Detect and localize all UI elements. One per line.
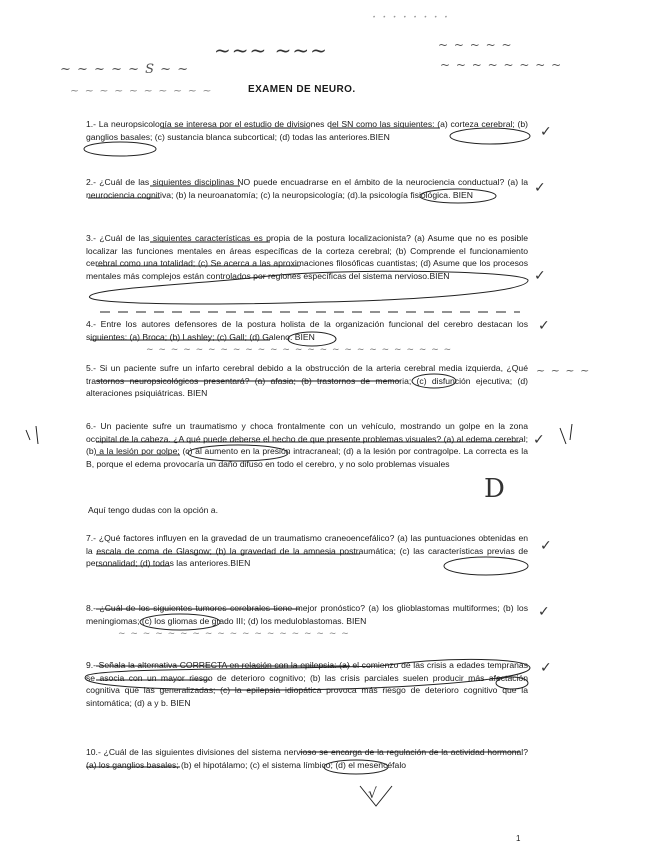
- question-6: 6.- Un paciente sufre un traumatismo y choca frontalmente con un vehículo, mostrando un golpe en la zona occipital de la cabeza. ¿A qué puede deberse el hecho de que presente problemas visuales? (a) al edema cerebral; (b) a la lesión por golpe; (c) al aumento en la presión intracraneal; (d) a la lesión por contragolpe. La correcta es la B, porque el edema provocaría un daño difuso en todo el cerebro, y no solo problemas visuales: [86, 421, 528, 469]
- handwritten-header-mid: ~~~ ~~~: [214, 38, 328, 62]
- handwritten-note-8: ~ ~ ~ ~ ~ ~ ~ ~ ~ ~ ~ ~ ~ ~ ~ ~ ~ ~ ~: [118, 629, 350, 639]
- question-10: 10.- ¿Cuál de las siguientes divisiones del sistema nervioso se encarga de la regulación de la actividad hormonal? (a) los ganglios basales; (b) el hipotálamo; (c) el sistema límbico; (d) el mesencéfalo: [86, 747, 528, 770]
- check-mark-3: ✓: [534, 268, 546, 284]
- page-title: EXAMEN DE NEURO.: [248, 84, 356, 95]
- question-7: 7.- ¿Qué factores influyen en la gravedad de un traumatismo craneoencefálico? (a) las puntuaciones obtenidas en la escala de coma de Glasgow; (b) la gravedad de la amnesia postraumática; (c) las características previas de personalidad; (d) todas las anteriores.BIEN: [86, 533, 528, 569]
- check-mark-9: ✓: [540, 660, 552, 676]
- grade-letter-d: D: [484, 474, 505, 504]
- handwritten-header-right-2: ~ ~ ~ ~ ~ ~ ~ ~: [440, 58, 563, 72]
- handwritten-note-4: ~ ~ ~ ~ ~ ~ ~ ~ ~ ~ ~ ~ ~ ~ ~ ~ ~ ~ ~ ~ ~ ~ ~ ~ ~: [146, 345, 453, 355]
- handwritten-top-right: · · · · · · · ·: [372, 10, 449, 25]
- margin-mark-q6: [26, 426, 38, 444]
- check-mark-7: ✓: [540, 538, 552, 554]
- doubt-note: Aquí tengo dudas con la opción a.: [88, 505, 218, 515]
- handwritten-header-right-1: ~ ~ ~ ~ ~: [438, 38, 513, 52]
- check-mark-4: ✓: [538, 318, 550, 334]
- handwritten-note-5: ~ ~ ~ ~: [536, 364, 591, 377]
- check-mark-2: ✓: [534, 180, 546, 196]
- question-8: 8.- ¿Cuál de los siguientes tumores cerebrales tiene mejor pronóstico? (a) los glioblastomas multiformes; (b) los meningiomas; (c) los gliomas de grado III; (d) los meduloblastomas. BIEN: [86, 603, 528, 626]
- question-3: 3.- ¿Cuál de las siguientes características es propia de la postura localizacionista? (a) Asume que no es posible localizar las funciones mentales en áreas específicas de la corteza cerebral; (b) Comprende el funcionamiento cerebral como una totalidad; (c) Se acerca a las aproximaciones filosóficas cuantistas; (d) Asume que los procesos mentales más complejos están controlados por regiones específicas del sistema nervioso.BIEN: [86, 233, 528, 281]
- question-1: 1.- La neuropsicología se interesa por el estudio de divisiones del SN como las siguientes: (a) corteza cerebral; (b) ganglios basales; (c) sustancia blanca subcortical; (d) todas las anteriores.BIEN: [86, 119, 528, 142]
- circle-q1-bien: [84, 142, 156, 156]
- check-mark-10: √: [368, 786, 377, 802]
- check-mark-6: ✓: [533, 432, 545, 448]
- handwritten-header-left-1: ~ ~ ~ ~ ~ S ~ ~: [60, 62, 190, 77]
- question-5: 5.- Si un paciente sufre un infarto cerebral debido a la obstrucción de la arteria cerebral media izquierda, ¿Qué trastornos neuropsicológicos presentará? (a) afasia; (b) trastornos de memoria; (c) disfunción ejecutiva; (d) alteraciones psiquiátricas. BIEN: [86, 363, 528, 399]
- margin-mark-q6-right: [560, 424, 572, 444]
- question-4: 4.- Entre los autores defensores de la postura holista de la organización funcional del cerebro destacan los siguientes: (a) Broca; (b) Lashley; (c) Gall; (d) Galeno. BIEN: [86, 319, 528, 342]
- check-mark-1: ✓: [540, 124, 552, 140]
- handwritten-header-left-2: ~ ~ ~ ~ ~ ~ ~ ~ ~ ~: [70, 84, 213, 97]
- question-2: 2.- ¿Cuál de las siguientes disciplinas NO puede encuadrarse en el ámbito de la neurociencia conductual? (a) la neurociencia cognitiva; (b) la neuroanatomía; (c) la neuropsicología; (d).la psicología fisiológica. BIEN: [86, 177, 528, 200]
- check-mark-8: ✓: [538, 604, 550, 620]
- page-number: 1: [516, 834, 521, 843]
- question-9: 9.- Señala la alternativa CORRECTA en relación con la epilepsia: (a) el comienzo de las crisis a edades tempranas se asocia con un mayor riesgo de deterioro cognitivo; (b) las crisis parciales suelen producir más afectación cognitiva que las generalizadas; (c) la epilepsia idiopática provoca más riesgo de deterioro cognitivo que la sintomática; (d) a y b. BIEN: [86, 660, 528, 708]
